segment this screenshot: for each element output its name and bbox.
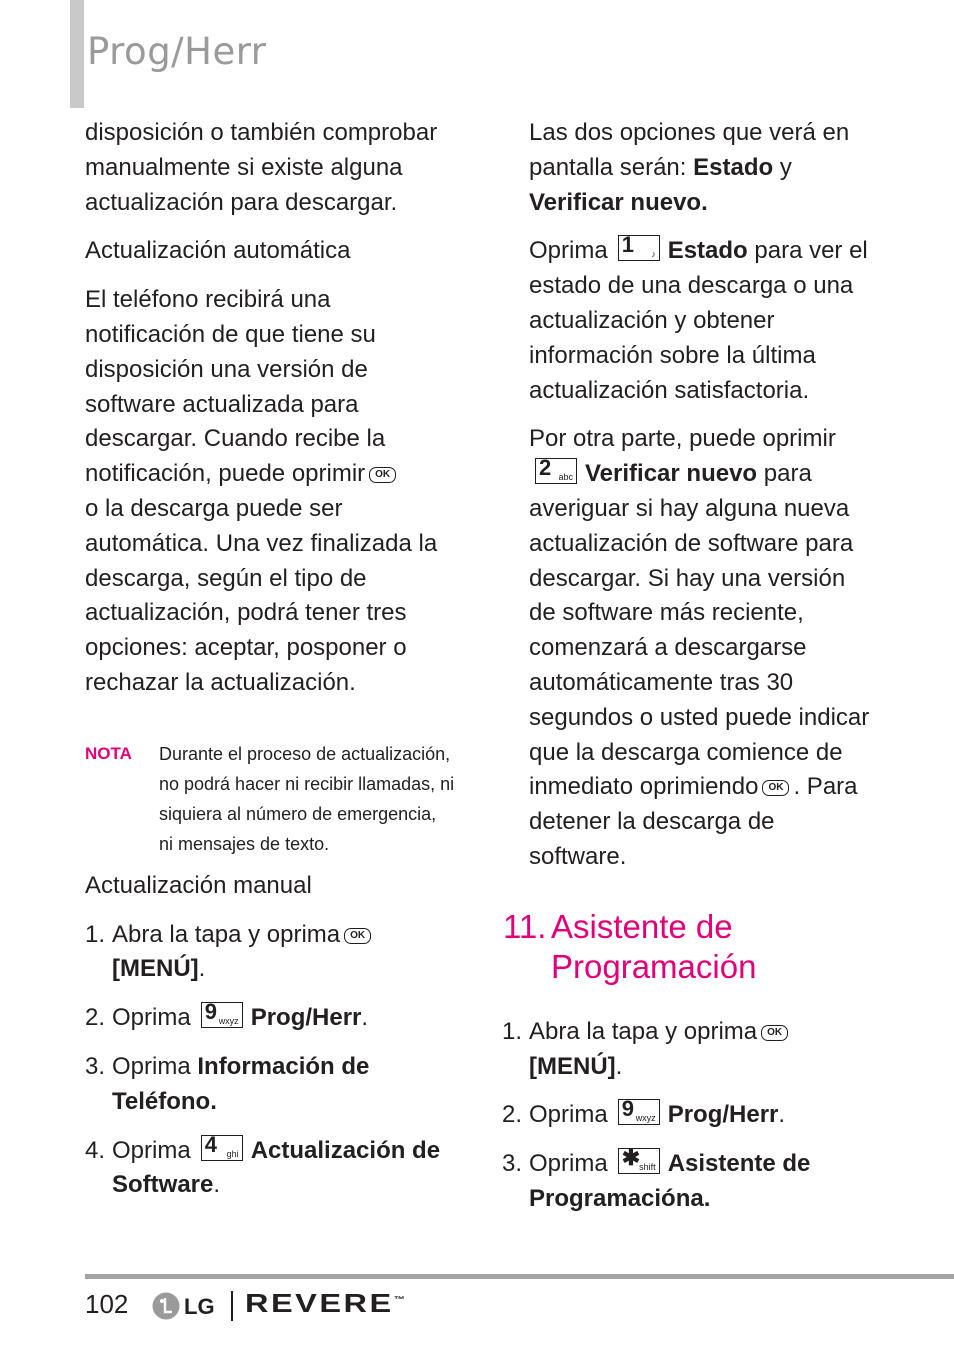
step-end: . — [615, 1052, 623, 1080]
options-y: y — [779, 153, 792, 181]
key-4-icon — [201, 1131, 243, 1161]
key-letters: shift — [639, 1162, 656, 1173]
verif-text-3: . Para detener la descarga de software. — [529, 773, 858, 870]
key-1-icon — [618, 232, 660, 261]
step-number: 1. — [85, 920, 106, 948]
step-bold: Prog/Herr — [667, 1101, 779, 1129]
setup-step-2 — [502, 1098, 874, 1133]
manual-step-3 — [85, 1050, 455, 1120]
brand-divider — [231, 1291, 233, 1321]
step-number: 2. — [502, 1101, 523, 1129]
header-accent-bar — [70, 0, 84, 108]
page-number: 102 — [85, 1289, 129, 1319]
step-end: . — [213, 1171, 221, 1199]
key-9-icon — [618, 1096, 660, 1125]
key-digit: 1 — [621, 232, 634, 258]
step-number: 3. — [502, 1150, 523, 1178]
key-digit: ✱ — [621, 1145, 641, 1171]
options-estado: Estado — [693, 153, 774, 181]
brand-name — [245, 1288, 407, 1319]
step-bold: Información de Teléfono. — [112, 1052, 370, 1115]
key-digit: 9 — [204, 999, 217, 1025]
estado-paragraph — [529, 234, 874, 408]
step-end: . — [198, 955, 206, 983]
step-bold: Prog/Herr — [250, 1004, 362, 1032]
estado-text: para ver el estado de una descarga o una actualización y obtener información sobre la última actualización satisfactoria. — [529, 237, 868, 404]
ok-key-icon: OK — [344, 928, 371, 944]
options-text: Las dos opciones que verá en pantalla serán: — [529, 119, 850, 181]
note-box — [85, 739, 455, 859]
ok-key-icon: OK — [761, 1025, 788, 1041]
ok-key-icon: OK — [369, 467, 396, 483]
step-number: 1. — [502, 1017, 523, 1045]
note-label: NOTA — [85, 743, 132, 763]
lg-logo-text: LG — [184, 1294, 215, 1319]
auto-update-heading: Actualización automática — [85, 237, 351, 265]
intro-paragraph: disposición o también comprobar manualmente si existe alguna actualización para descargar. — [85, 119, 438, 216]
step-number: 2. — [85, 1004, 106, 1032]
section-number: 11. — [503, 907, 547, 945]
key-letters: abc — [558, 472, 573, 483]
section-title: Asistente de Programación — [551, 907, 757, 985]
footer-rule — [85, 1274, 954, 1279]
estado-bold: Estado — [667, 237, 748, 265]
key-2-icon — [535, 455, 577, 484]
key-star-icon — [618, 1145, 660, 1174]
step-number: 4. — [85, 1136, 106, 1164]
step-bold: Asistente de Programacióna. — [529, 1150, 811, 1212]
ok-key-icon: OK — [762, 780, 789, 796]
auto-text-2: o la descarga puede ser automática. Una vez finalizada la descarga, según el tipo de actualización, podrá tener tres opciones: aceptar, posponer o rechazar la actualización. — [85, 494, 438, 696]
step-text: Abra la tapa y oprima — [529, 1017, 758, 1045]
auto-text-1: El teléfono recibirá una notificación de que tiene su disposición una versión de software actualizada para descargar. Cuando recibe la notificación, puede oprimir — [85, 286, 386, 488]
setup-step-3 — [502, 1147, 874, 1217]
brand-tm: ™ — [393, 1294, 408, 1305]
step-text: Oprima — [112, 1052, 191, 1080]
lg-logo-icon — [151, 1290, 221, 1322]
auto-update-paragraph — [85, 283, 455, 701]
step-text: Abra la tapa y oprima — [112, 920, 341, 948]
setup-step-1 — [502, 1015, 874, 1085]
step-text: Oprima — [529, 1150, 608, 1178]
step-text: Oprima — [112, 1004, 191, 1032]
key-letters: ghi — [226, 1148, 239, 1159]
manual-update-heading: Actualización manual — [85, 871, 312, 899]
options-verificar: Verificar nuevo. — [529, 188, 708, 216]
key-9-icon — [201, 999, 243, 1028]
page-title: Prog/Herr — [87, 30, 267, 73]
step-number: 3. — [85, 1052, 106, 1080]
left-column — [85, 116, 455, 1217]
verificar-paragraph — [529, 422, 874, 874]
key-digit: 9 — [621, 1096, 634, 1122]
step-text: Oprima — [112, 1136, 191, 1164]
verif-text-1: Por otra parte, puede oprimir — [529, 425, 836, 453]
section-heading — [503, 907, 874, 987]
note-text: Durante el proceso de actualización, no podrá hacer ni recibir llamadas, ni siquiera al número de emergencia, ni mensajes de texto. — [159, 743, 455, 854]
step-bold: [MENÚ] — [112, 955, 199, 983]
step-bold: [MENÚ] — [529, 1052, 616, 1080]
verif-text-2: para averiguar si hay alguna nueva actualización de software para descargar. Si hay una versión de software más reciente, comenzará a descargarse automáticamente tras 30 segundos o usted puede indicar que la descarga comience de inmediato oprimiendo — [529, 460, 870, 801]
key-letters: wxyz — [218, 1016, 239, 1027]
right-column — [502, 116, 874, 1231]
step-text: Oprima — [529, 1101, 608, 1129]
manual-step-1 — [85, 918, 455, 988]
manual-step-2 — [85, 1001, 455, 1036]
key-letters: ♪ — [651, 249, 656, 260]
brand-text: REVERE — [245, 1288, 394, 1318]
step-end: . — [361, 1004, 369, 1032]
step-end: . — [778, 1101, 786, 1129]
step-bold: Actualización de Software — [112, 1136, 441, 1199]
key-digit: 4 — [204, 1131, 217, 1157]
key-letters: wxyz — [635, 1113, 656, 1124]
verif-bold: Verificar nuevo — [585, 460, 758, 488]
options-paragraph — [529, 116, 874, 220]
key-digit: 2 — [539, 455, 552, 481]
estado-oprima: Oprima — [529, 237, 608, 265]
manual-step-4 — [85, 1131, 455, 1204]
